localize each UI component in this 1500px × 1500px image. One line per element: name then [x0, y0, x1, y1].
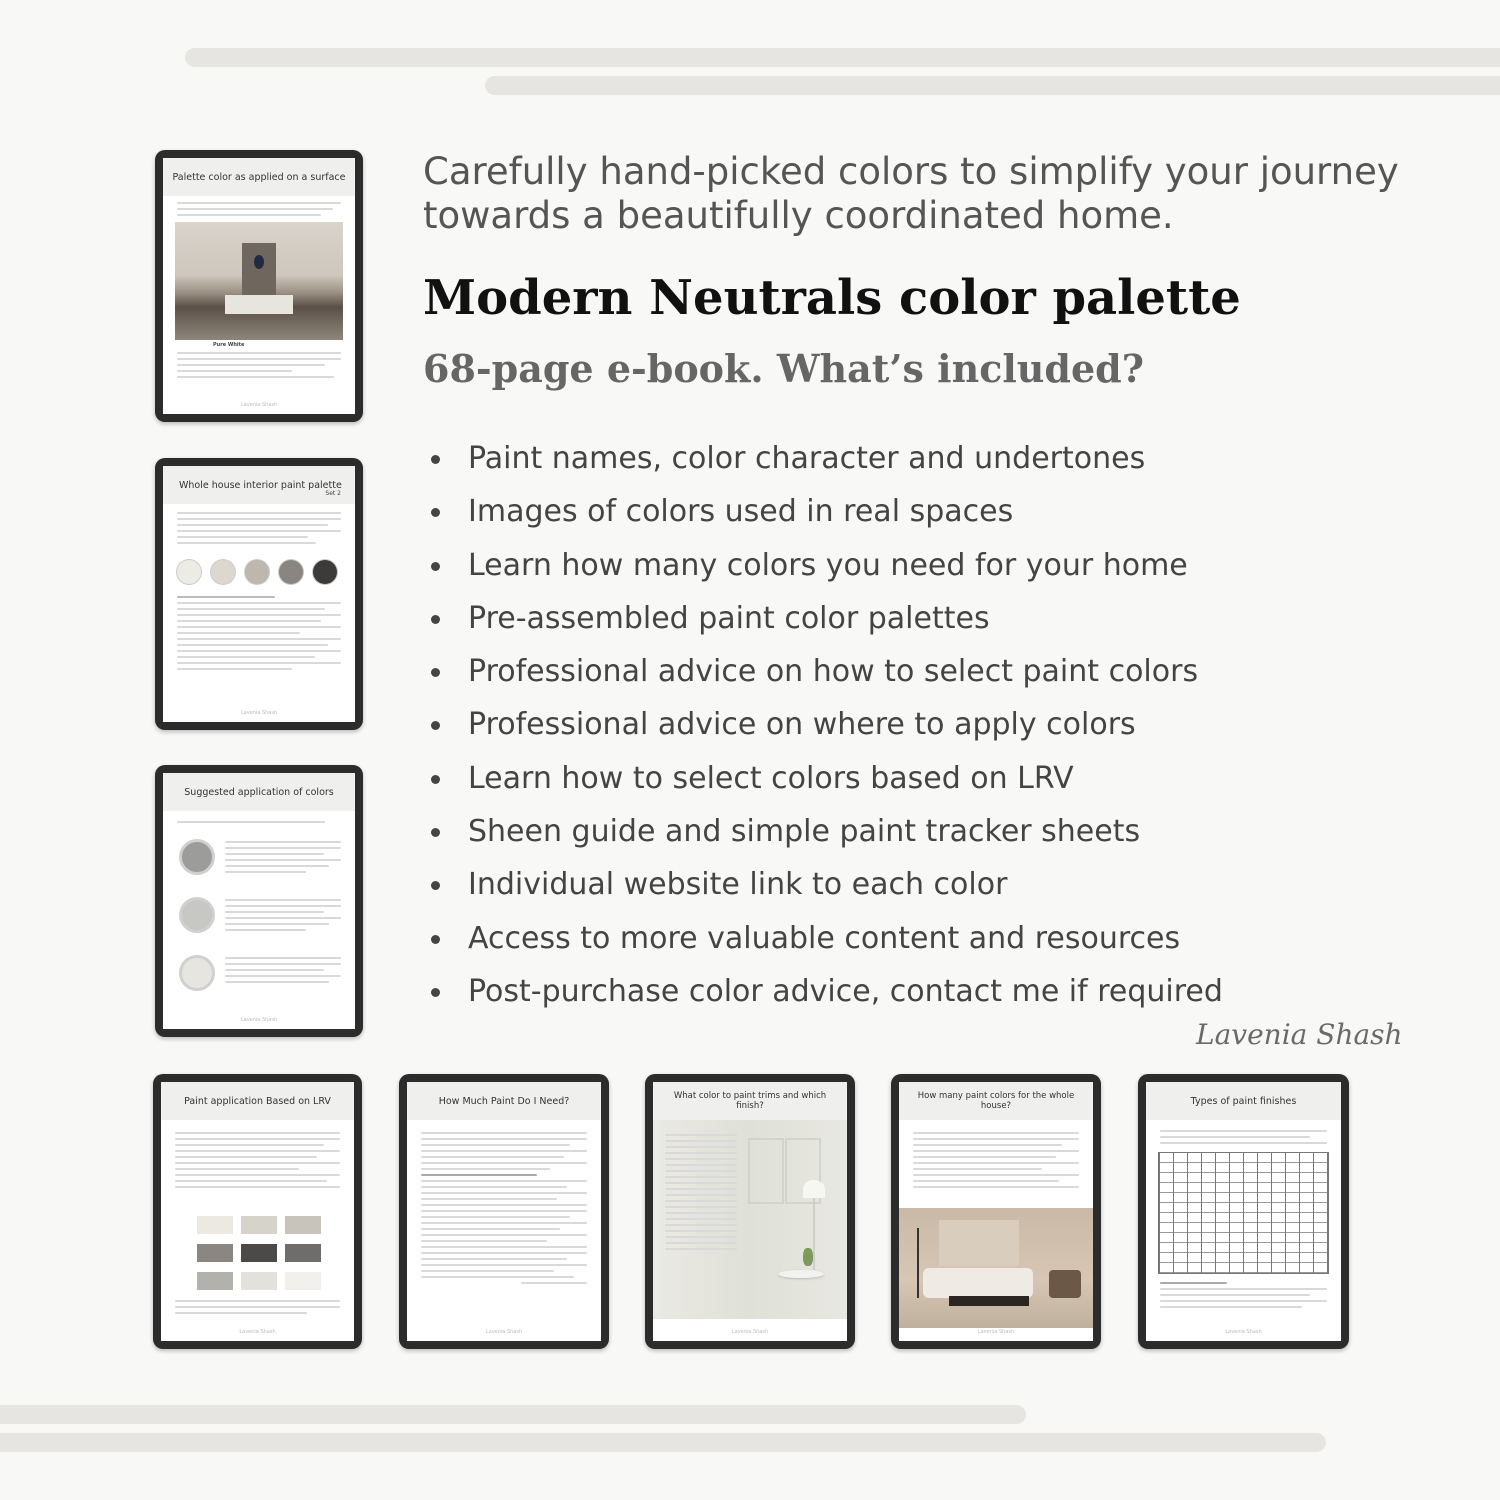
tablet-how-many [891, 1074, 1101, 1349]
feature-text: Post-purchase color advice, contact me if required [468, 973, 1223, 1009]
preview-footer: Lavenia Shash [239, 1329, 276, 1335]
tablet-screen [407, 1082, 601, 1341]
tablet-how-much [399, 1074, 609, 1349]
text-lines [225, 899, 341, 935]
swatch-5 [313, 560, 337, 584]
bullet-icon [431, 881, 440, 890]
tablet-screen [163, 158, 355, 414]
lrv-chip [197, 1272, 233, 1290]
feature-text: Professional advice on where to apply colors [468, 707, 1136, 743]
feature-item [426, 917, 1223, 970]
feature-text: Professional advice on how to select paint colors [468, 654, 1199, 690]
feature-item [426, 757, 1223, 810]
feature-item [426, 650, 1223, 703]
lrv-chip [241, 1244, 277, 1262]
preview-title: Paint application Based on LRV [161, 1082, 354, 1120]
text-lines [177, 202, 341, 220]
feature-text: Sheen guide and simple paint tracker sheets [468, 814, 1141, 850]
feature-text: Pre-assembled paint color palettes [468, 600, 990, 636]
feature-item [426, 970, 1223, 1023]
bullet-icon [431, 668, 440, 677]
paint-can-3 [179, 955, 215, 991]
preview-title: What color to paint trims and which finish? [653, 1082, 847, 1120]
lrv-chip [285, 1244, 321, 1262]
feature-text: Learn how many colors you need for your home [468, 547, 1188, 583]
feature-list [426, 437, 1223, 1023]
text-lines [225, 957, 341, 987]
feature-item [426, 597, 1223, 650]
preview-title: How Much Paint Do I Need? [407, 1082, 601, 1120]
preview-title: Suggested application of colors [163, 773, 355, 811]
preview-footer: Lavenia Shash [1225, 1329, 1262, 1335]
preview-footer: Lavenia Shash [240, 710, 278, 716]
tablet-screen [161, 1082, 354, 1341]
lrv-chip [197, 1216, 233, 1234]
swatch-1 [177, 560, 201, 584]
bullet-icon [431, 562, 440, 571]
lrv-chip [285, 1216, 321, 1234]
headline: Carefully hand-picked colors to simplify your journey towards a beautifully coordinated home. [423, 150, 1399, 237]
bullet-icon [431, 615, 440, 624]
feature-item [426, 544, 1223, 597]
preview-footer: Lavenia Shash [731, 1329, 769, 1335]
feature-item [426, 863, 1223, 916]
feature-text: Paint names, color character and undertones [468, 441, 1146, 476]
text-lines [1160, 1130, 1327, 1148]
bottom-bar-2 [0, 1433, 1326, 1452]
feature-item [426, 703, 1223, 756]
lrv-chip [241, 1272, 277, 1290]
finishes-table [1158, 1152, 1329, 1274]
top-bar-1 [185, 48, 1500, 67]
bullet-icon [431, 508, 440, 517]
text-lines [665, 1134, 737, 1254]
paint-can-2 [179, 897, 215, 933]
top-bar-2 [485, 76, 1500, 95]
feature-item [426, 437, 1223, 490]
bullet-icon [431, 455, 440, 464]
feature-text: Individual website link to each color [468, 867, 1008, 903]
tablet-palette-surface [155, 150, 363, 422]
bullet-icon [431, 828, 440, 837]
page-title: Modern Neutrals color palette [423, 270, 1241, 326]
bottom-bar-1 [0, 1405, 1026, 1424]
text-lines [177, 596, 341, 674]
lrv-chip [241, 1216, 277, 1234]
preview-footer: Lavenia Shash [240, 1017, 278, 1023]
preview-title: Types of paint finishes [1146, 1082, 1341, 1120]
preview-footer: Lavenia Shash [485, 1329, 523, 1335]
tablet-suggested [155, 765, 363, 1037]
preview-title: Palette color as applied on a surface [163, 158, 355, 196]
text-lines [225, 841, 341, 877]
photo-caption: Pure White [213, 342, 245, 348]
text-lines [175, 1300, 340, 1318]
paint-can-1 [179, 839, 215, 875]
room-photo [175, 222, 343, 340]
tablet-screen [163, 773, 355, 1029]
tablet-screen [899, 1082, 1093, 1341]
swatch-2 [211, 560, 235, 584]
tablet-screen [653, 1082, 847, 1341]
bullet-icon [431, 775, 440, 784]
text-lines [175, 1132, 340, 1192]
page-subtitle: 68-page e-book. What’s included? [423, 346, 1144, 391]
bullet-icon [431, 935, 440, 944]
tablet-trims [645, 1074, 855, 1349]
tablet-lrv [153, 1074, 362, 1349]
bullet-icon [431, 988, 440, 997]
preview-title: Whole house interior paint palette [163, 466, 355, 504]
text-lines [177, 352, 341, 382]
tablet-screen [163, 466, 355, 722]
preview-footer: Lavenia Shash [240, 402, 278, 408]
swatch-4 [279, 560, 303, 584]
trim-room-photo [653, 1120, 847, 1319]
text-lines [177, 512, 341, 548]
lrv-chip [197, 1244, 233, 1262]
swatch-3 [245, 560, 269, 584]
preview-footer: Lavenia Shash [977, 1329, 1015, 1335]
text-lines [421, 1132, 587, 1288]
bullet-icon [431, 721, 440, 730]
tablet-screen [1146, 1082, 1341, 1341]
feature-text: Access to more valuable content and resources [468, 920, 1181, 956]
set-label: Set 2 [325, 490, 341, 497]
preview-title: How many paint colors for the whole house? [899, 1082, 1093, 1120]
feature-text: Learn how to select colors based on LRV [468, 760, 1074, 796]
tablet-finishes [1138, 1074, 1349, 1349]
text-lines [177, 821, 341, 827]
living-room-photo [899, 1208, 1093, 1328]
text-lines [1160, 1282, 1327, 1312]
signature: Lavenia Shash [1196, 1018, 1403, 1051]
text-lines [913, 1132, 1079, 1192]
feature-text: Images of colors used in real spaces [468, 494, 1014, 530]
feature-item [426, 490, 1223, 543]
lrv-chip [285, 1272, 321, 1290]
feature-item [426, 810, 1223, 863]
tablet-whole-house [155, 458, 363, 730]
